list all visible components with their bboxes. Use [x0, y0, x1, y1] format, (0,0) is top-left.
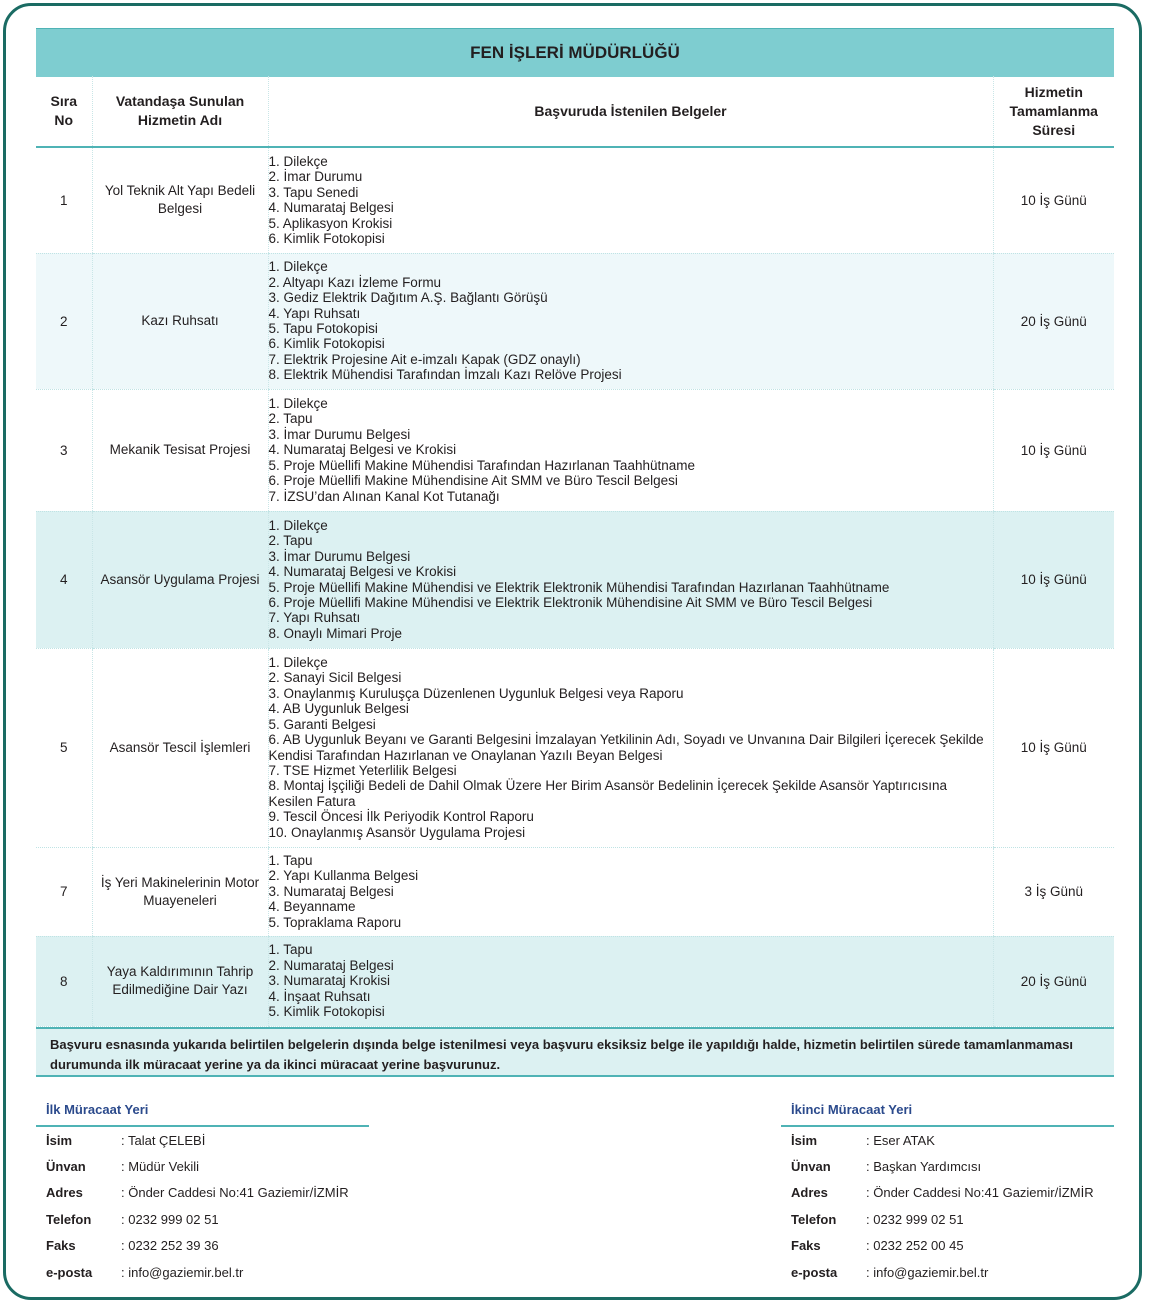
- table-header-row: [36, 76, 1114, 147]
- document-item: 7. Yapı Ruhsatı: [268, 610, 361, 626]
- document-item: 3. Gediz Elektrik Dağıtım A.Ş. Bağlantı Görüşü: [268, 290, 548, 306]
- contact-label: Faks: [791, 1238, 821, 1254]
- first-contact-fields: [36, 1127, 369, 1285]
- contact-value: : 0232 999 02 51: [866, 1211, 964, 1227]
- contact-row: [36, 1153, 369, 1179]
- service-name: Yol Teknik Alt Yapı Bedeli Belgesi: [92, 147, 268, 253]
- second-contact-fields: [781, 1127, 1114, 1285]
- document-item: 2. Tapu: [268, 533, 313, 549]
- document-item: 5. Topraklama Raporu: [268, 914, 402, 930]
- completion-time: 10 İş Günü: [993, 511, 1114, 648]
- document-item: 4. Beyanname: [268, 899, 356, 915]
- second-contact-heading: İkinci Müracaat Yeri: [781, 1100, 1114, 1127]
- contact-row: [781, 1127, 1114, 1153]
- required-documents: [268, 936, 993, 1026]
- contact-value: : Başkan Yardımcısı: [866, 1159, 982, 1175]
- document-item: 2. İmar Durumu: [268, 169, 363, 185]
- document-item: 1. Dilekçe: [268, 517, 328, 533]
- completion-time: 10 İş Günü: [993, 389, 1114, 511]
- contact-label: e-posta: [791, 1264, 838, 1280]
- document-item: 6. Kimlik Fotokopisi: [268, 231, 385, 247]
- contact-label: İsim: [791, 1132, 818, 1148]
- required-documents: [268, 511, 993, 648]
- document-item: 8. Montaj İşçiliği Bedeli de Dahil Olmak Üzere Her Birim Asansör Bedelinin İçerecek Şekilde Asansör Yaptırıcısına Kesilen Fatura: [268, 778, 948, 809]
- document-item: 8. Onaylı Mimari Proje: [268, 625, 403, 641]
- contact-row: [781, 1206, 1114, 1232]
- document-item: 4. Numarataj Belgesi ve Krokisi: [268, 564, 457, 580]
- services-table: [36, 76, 1114, 1027]
- table-row: [36, 147, 1114, 253]
- first-contact-block: [36, 1100, 369, 1285]
- page-title: FEN İŞLERİ MÜDÜRLÜĞÜ: [36, 28, 1114, 77]
- document-item: 6. AB Uygunluk Beyanı ve Garanti Belgesini İmzalayan Yetkilinin Adı, Soyadı ve Unvanına Dair Bilgileri İçerecek Şekilde Kendisi Tarafından Hazırlanan ve Onaylanan Yazılı Beyan Belgesi: [268, 732, 984, 763]
- required-documents: [268, 253, 993, 389]
- table-row: [36, 936, 1114, 1026]
- contact-row: [36, 1180, 369, 1206]
- contact-row: [781, 1180, 1114, 1206]
- document-item: 7. İZSU’dan Alınan Kanal Kot Tutanağı: [268, 488, 500, 504]
- document-list: [269, 396, 993, 504]
- contact-label: Faks: [46, 1238, 76, 1254]
- document-list: [269, 853, 993, 930]
- document-item: 4. Numarataj Belgesi ve Krokisi: [268, 442, 457, 458]
- document-item: 2. Tapu: [268, 411, 313, 427]
- contact-value: : Önder Caddesi No:41 Gaziemir/İZMİR: [121, 1185, 349, 1201]
- service-name: Yaya Kaldırımının Tahrip Edilmediğine Dair Yazı: [92, 936, 268, 1026]
- notice-text: Başvuru esnasında yukarıda belirtilen belgelerin dışında belge istenilmesi veya başvuru eksiksiz belge ile yapıldığı halde, hizmetin belirtilen sürede tamamlanmaması durumunda ilk müracaat yerine ya da ikinci müracaat yerine başvurunuz.: [36, 1027, 1114, 1077]
- header-service: Vatandaşa Sunulan Hizmetin Adı: [92, 76, 268, 147]
- document-item: 5. Tapu Fotokopisi: [268, 321, 378, 336]
- header-no: Sıra No: [36, 76, 92, 147]
- completion-time: 20 İş Günü: [993, 253, 1114, 389]
- completion-time: 3 İş Günü: [993, 847, 1114, 936]
- document-item: 2. Yapı Kullanma Belgesi: [268, 868, 419, 884]
- document-item: 5. Proje Müellifi Makine Mühendisi Tarafından Hazırlanan Taahhütname: [268, 457, 695, 473]
- document-item: 4. Numarataj Belgesi: [268, 200, 394, 216]
- contact-row: [36, 1206, 369, 1232]
- row-number: 7: [36, 847, 92, 936]
- service-name: Mekanik Tesisat Projesi: [92, 389, 268, 511]
- document-item: 10. Onaylanmış Asansör Uygulama Projesi: [268, 824, 526, 840]
- row-number: 5: [36, 648, 92, 847]
- document-item: 5. Garanti Belgesi: [268, 716, 376, 732]
- contact-label: Ünvan: [46, 1159, 86, 1175]
- contact-label: Telefon: [46, 1211, 92, 1227]
- contact-value: : 0232 252 00 45: [866, 1238, 964, 1254]
- service-name: Kazı Ruhsatı: [92, 253, 268, 389]
- header-duration: Hizmetin Tamamlanma Süresi: [993, 76, 1114, 147]
- document-item: 2. Numarataj Belgesi: [268, 957, 394, 973]
- contact-value[interactable]: : info@gaziemir.bel.tr: [866, 1264, 989, 1280]
- table-row: [36, 847, 1114, 936]
- table-row: [36, 648, 1114, 847]
- document-list: [269, 154, 993, 246]
- document-item: 1. Dilekçe: [268, 259, 328, 275]
- document-item: 8. Elektrik Mühendisi Tarafından İmzalı Kazı Relöve Projesi: [268, 367, 622, 383]
- second-contact-block: [781, 1100, 1114, 1285]
- required-documents: [268, 389, 993, 511]
- document-item: 3. İmar Durumu Belgesi: [268, 548, 411, 564]
- document-item: 6. Kimlik Fotokopisi: [268, 336, 385, 352]
- table-row: [36, 253, 1114, 389]
- contact-row: [781, 1259, 1114, 1285]
- contact-row: [781, 1233, 1114, 1259]
- row-number: 1: [36, 147, 92, 253]
- document-item: 9. Tescil Öncesi İlk Periyodik Kontrol Raporu: [268, 809, 534, 825]
- document-item: 4. AB Uygunluk Belgesi: [268, 701, 409, 717]
- document-item: 2. Altyapı Kazı İzleme Formu: [268, 274, 442, 290]
- contact-label: İsim: [46, 1132, 73, 1148]
- contact-value: : Önder Caddesi No:41 Gaziemir/İZMİR: [866, 1185, 1094, 1201]
- document-item: 3. Numarataj Krokisi: [268, 973, 391, 989]
- document-item: 1. Tapu: [268, 852, 313, 868]
- document-item: 5. Aplikasyon Krokisi: [268, 215, 393, 231]
- row-number: 2: [36, 253, 92, 389]
- document-item: 1. Dilekçe: [268, 655, 328, 671]
- table-row: [36, 389, 1114, 511]
- document-list: [269, 942, 993, 1019]
- header-documents: Başvuruda İstenilen Belgeler: [268, 76, 993, 147]
- document-item: 5. Proje Müellifi Makine Mühendisi ve Elektrik Elektronik Mühendisi Tarafından Hazırlanan Taahhütname: [268, 579, 890, 595]
- required-documents: [268, 648, 993, 847]
- service-name: İş Yeri Makinelerinin Motor Muayeneleri: [92, 847, 268, 936]
- table-row: [36, 511, 1114, 648]
- document-item: 5. Kimlik Fotokopisi: [268, 1004, 385, 1020]
- contact-row: [36, 1233, 369, 1259]
- document-item: 1. Dilekçe: [268, 396, 328, 412]
- contact-value: : 0232 999 02 51: [121, 1211, 219, 1227]
- contact-value: : Eser ATAK: [866, 1132, 935, 1148]
- document-item: 6. Proje Müellifi Makine Mühendisi ve Elektrik Elektronik Mühendisine Ait SMM ve Büro Tescil Belgesi: [268, 594, 873, 610]
- document-item: 4. Yapı Ruhsatı: [268, 305, 361, 321]
- contact-row: [36, 1259, 369, 1285]
- contact-label: Adres: [46, 1185, 83, 1201]
- contact-label: Adres: [791, 1185, 828, 1201]
- contact-label: e-posta: [46, 1264, 93, 1280]
- contact-row: [781, 1153, 1114, 1179]
- document-list: [269, 259, 993, 382]
- row-number: 3: [36, 389, 92, 511]
- contact-label: Ünvan: [791, 1159, 831, 1175]
- document-item: 3. Tapu Senedi: [268, 184, 359, 200]
- document-item: 3. Onaylanmış Kuruluşça Düzenlenen Uygunluk Belgesi veya Raporu: [268, 685, 684, 701]
- first-contact-heading: İlk Müracaat Yeri: [36, 1100, 369, 1127]
- row-number: 8: [36, 936, 92, 1026]
- document-list: [269, 655, 993, 840]
- contact-value: : 0232 252 39 36: [121, 1238, 219, 1254]
- document-item: 4. İnşaat Ruhsatı: [268, 988, 371, 1004]
- contact-value[interactable]: : info@gaziemir.bel.tr: [121, 1264, 244, 1280]
- completion-time: 20 İş Günü: [993, 936, 1114, 1026]
- completion-time: 10 İş Günü: [993, 147, 1114, 253]
- service-name: Asansör Tescil İşlemleri: [92, 648, 268, 847]
- contact-value: : Talat ÇELEBİ: [121, 1132, 206, 1148]
- document-item: 1. Tapu: [268, 942, 313, 958]
- required-documents: [268, 147, 993, 253]
- contact-value: : Müdür Vekili: [121, 1159, 200, 1175]
- document-item: 2. Sanayi Sicil Belgesi: [268, 670, 402, 686]
- document-item: 6. Proje Müellifi Makine Mühendisine Ait SMM ve Büro Tescil Belgesi: [268, 473, 678, 489]
- document-item: 3. Numarataj Belgesi: [268, 883, 394, 899]
- required-documents: [268, 847, 993, 936]
- row-number: 4: [36, 511, 92, 648]
- document-item: 7. Elektrik Projesine Ait e-imzalı Kapak (GDZ onaylı): [268, 351, 581, 367]
- contact-row: [36, 1127, 369, 1153]
- service-name: Asansör Uygulama Projesi: [92, 511, 268, 648]
- contact-label: Telefon: [791, 1211, 837, 1227]
- document-list: [269, 518, 993, 641]
- completion-time: 10 İş Günü: [993, 648, 1114, 847]
- document-item: 1. Dilekçe: [268, 154, 328, 170]
- document-item: 3. İmar Durumu Belgesi: [268, 426, 411, 442]
- document-item: 7. TSE Hizmet Yeterlilik Belgesi: [268, 762, 457, 778]
